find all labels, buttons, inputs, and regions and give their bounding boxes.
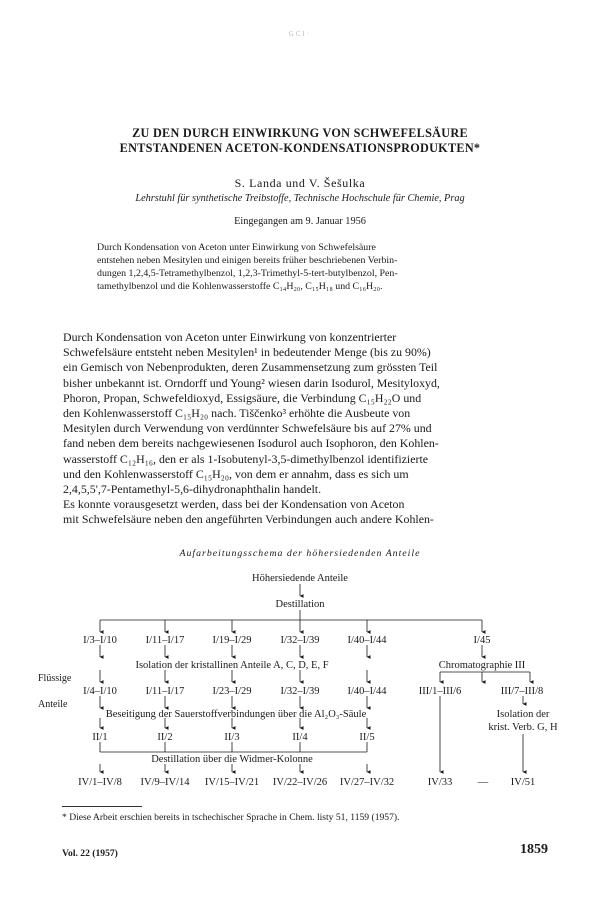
footnote-rule	[62, 806, 142, 807]
received-date: Eingegangen am 9. Januar 1956	[234, 216, 366, 227]
affiliation: Lehrstuhl für synthetische Treibstoffe, Technische Hochschule für Chemie, Prag	[135, 193, 465, 204]
fraction-iv: IV/1–IV/8	[78, 777, 122, 788]
fraction-i: I/40–I/44	[347, 635, 387, 646]
fraction-iv: IV/27–IV/32	[339, 777, 395, 788]
fraction-i-2: I/40–I/44	[347, 686, 387, 697]
fraction-iii: III/1–III/6	[418, 686, 462, 697]
scheme-anteile-label: Anteile	[38, 699, 68, 710]
body-line: ein Gemisch von Nebenprodukten, deren Zusammensetzung zum grössten Teil	[63, 360, 438, 375]
workup-scheme-diagram	[0, 560, 600, 800]
scheme-title: Aufarbeitungsschema der höhersiedenden Anteile	[179, 548, 421, 559]
fraction-iv: IV/33	[427, 777, 453, 788]
fraction-iv: IV/22–IV/26	[272, 777, 328, 788]
body-line: Durch Kondensation von Aceton unter Einwirkung von konzentrierter	[63, 330, 397, 344]
abstract-line: tamethylbenzol und die Kohlenwasserstoffe C₁₄H₂₀, C₁₅H₁₈ und C₁₆H₂₀.	[97, 281, 383, 292]
fraction-i: I/19–I/29	[212, 635, 252, 646]
fraction-iv: IV/15–IV/21	[204, 777, 260, 788]
scheme-isolation-krist-label: krist. Verb. G, H	[488, 722, 558, 733]
volume-info: Vol. 22 (1957)	[62, 848, 118, 859]
body-line: Es konnte vorausgesetzt werden, dass bei der Kondensation von Aceton	[63, 497, 405, 512]
article-title-line-1: ZU DEN DURCH EINWIRKUNG VON SCHWEFELSÄURE	[132, 126, 468, 140]
scheme-isolation-label: Isolation der kristallinen Anteile A, C, D, E, F	[135, 660, 329, 671]
fraction-i-2: I/23–I/29	[212, 686, 252, 697]
body-line: Phoron, Propan, Schwefeldioxyd, Essigsäure, die Verbindung C₁₅H₂₂O und	[63, 390, 422, 405]
fraction-ii: II/5	[359, 732, 375, 743]
body-line: und den Kohlenwasserstoff C₁₅H₂₀, von dem er annahm, dass es sich um	[63, 466, 409, 481]
fraction-i: I/11–I/17	[145, 635, 185, 646]
fraction-ii: II/2	[157, 732, 173, 743]
fraction-iv: IV/9–IV/14	[140, 777, 190, 788]
scheme-liquid-label: Flüssige	[38, 673, 72, 684]
abstract-line: dungen 1,2,4,5-Tetramethylbenzol, 1,2,3-Trimethyl-5-tert-butylbenzol, Pen-	[97, 268, 398, 279]
fraction-i: I/45	[473, 635, 491, 646]
abstract-line: entstehen neben Mesitylen und einigen bereits früher beschriebenen Verbin-	[97, 255, 398, 266]
body-text	[63, 330, 543, 528]
article-title-line-2: ENTSTANDENEN ACETON-KONDENSATIONSPRODUKTEN*	[119, 141, 481, 155]
scheme-isolation-krist-label: Isolation der	[496, 709, 550, 720]
footnote: * Diese Arbeit erschien bereits in tschechischer Sprache in Chem. listy 51, 1159 (1957).	[62, 812, 400, 823]
fraction-iii: III/7–III/8	[500, 686, 544, 697]
authors: S. Landa und V. Šešulka	[234, 176, 366, 190]
fraction-i: I/32–I/39	[280, 635, 320, 646]
fraction-ii: II/3	[224, 732, 240, 743]
fraction-ii: II/1	[92, 732, 108, 743]
scheme-chromatography-label: Chromatographie III	[438, 660, 526, 671]
scheme-removal-label: Beseitigung der Sauerstoffverbindungen über die Al₂O₃-Säule	[105, 709, 367, 720]
fraction-i: I/3–I/10	[83, 635, 117, 646]
body-line: Schwefelsäure entsteht neben Mesitylen¹ in bedeutender Menge (bis zu 90%)	[63, 345, 431, 360]
body-line: 2,4,5,5',7-Pentamethyl-5,6-dihydronaphthalin handelt.	[63, 482, 322, 497]
scheme-distillation: Destillation	[275, 599, 325, 610]
fraction-i-2: I/4–I/10	[83, 686, 117, 697]
body-line: mit Schwefelsäure neben den angeführten Verbindungen auch andere Kohlen-	[63, 512, 434, 527]
body-line: fand neben dem bereits nachgewiesenen Isodurol auch Isophoron, den Kohlen-	[63, 436, 439, 451]
scheme-top-node: Höhersiedende Anteile	[252, 573, 348, 584]
scheme-widmer-label: Destillation über die Widmer-Kolonne	[151, 754, 313, 765]
fraction-iv: IV/51	[510, 777, 536, 788]
body-line: wasserstoff C₁₂H₁₆, den er als 1-Isobutenyl-3,5-dimethylbenzol identifizierte	[63, 451, 429, 466]
header-mark: GCI·	[288, 30, 312, 38]
body-line: bisher unbekannt ist. Orndorff und Young² wiesen darin Isodurol, Mesityloxyd,	[63, 375, 440, 390]
page-number: 1859	[520, 842, 548, 857]
abstract-line: Durch Kondensation von Aceton unter Einwirkung von Schwefelsäure	[97, 242, 376, 253]
body-line: den Kohlenwasserstoff C₁₅H₂₀ nach. Tiščenko³ erhöhte die Ausbeute von	[63, 406, 411, 421]
body-line: Mesitylen durch Verwendung von verdünnter Schwefelsäure bis auf 27% und	[63, 421, 432, 436]
fraction-ii: II/4	[292, 732, 308, 743]
abstract	[97, 241, 522, 293]
fraction-i-2: I/32–I/39	[280, 686, 320, 697]
fraction-i-2: I/11–I/17	[145, 686, 185, 697]
fraction-iv-dash: —	[477, 777, 489, 788]
